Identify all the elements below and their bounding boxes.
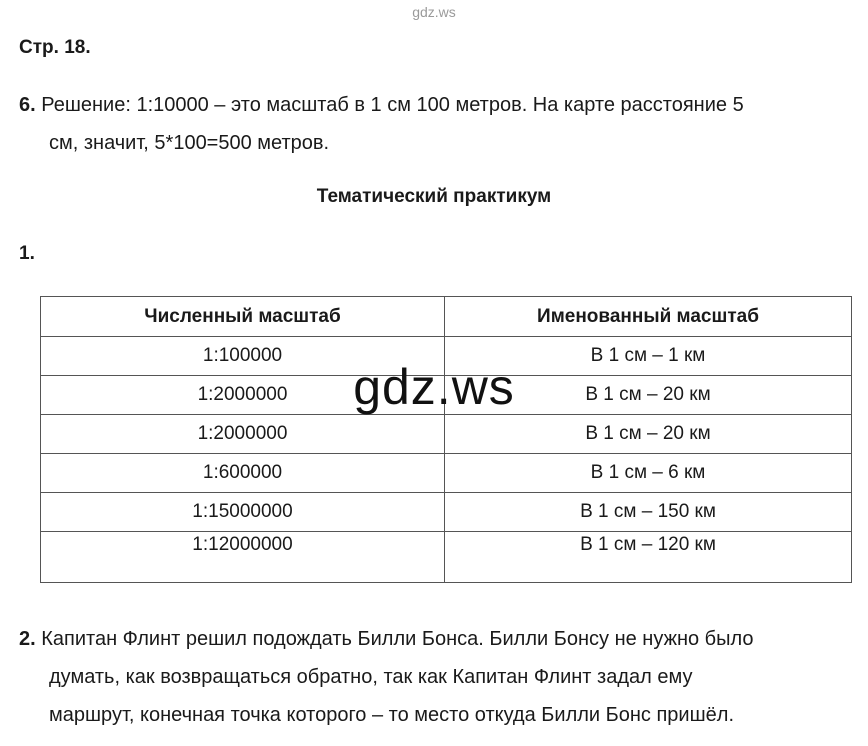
named-scale-cell: В 1 см – 20 км bbox=[445, 376, 852, 415]
task-2-number: 2. bbox=[19, 628, 36, 650]
table-row bbox=[41, 454, 852, 493]
named-scale-cell: В 1 см – 1 км bbox=[445, 337, 852, 376]
numeric-scale-cell: 1:12000000 bbox=[41, 532, 445, 583]
task-6-line-2: см, значит, 5*100=500 метров. bbox=[49, 132, 330, 154]
header-numeric-scale: Численный масштаб bbox=[41, 297, 445, 337]
page-number: Стр. 18. bbox=[19, 37, 91, 58]
watermark-top: gdz.ws bbox=[412, 4, 456, 20]
scale-table bbox=[40, 296, 852, 583]
named-scale-cell: В 1 см – 150 км bbox=[445, 493, 852, 532]
task-2-line-1: Капитан Флинт решил подождать Билли Бонса. Билли Бонсу не нужно было bbox=[41, 628, 754, 650]
section-title: Тематический практикум bbox=[316, 186, 552, 207]
task-6 bbox=[19, 86, 849, 162]
numeric-scale-cell: 1:2000000 bbox=[41, 415, 445, 454]
task-1-number: 1. bbox=[19, 243, 35, 264]
task-6-line-1: Решение: 1:10000 – это масштаб в 1 см 100 метров. На карте расстояние 5 bbox=[41, 94, 744, 116]
table-row bbox=[41, 532, 852, 583]
named-scale-cell: В 1 см – 20 км bbox=[445, 415, 852, 454]
task-2-line-3: маршрут, конечная точка которого – то место откуда Билли Бонс пришёл. bbox=[49, 704, 734, 726]
task-2-line-2: думать, как возвращаться обратно, так как Капитан Флинт задал ему bbox=[49, 666, 693, 688]
task-2 bbox=[19, 620, 849, 734]
numeric-scale-cell: 1:600000 bbox=[41, 454, 445, 493]
table-header-row bbox=[41, 297, 852, 337]
numeric-scale-cell: 1:2000000 bbox=[41, 376, 445, 415]
numeric-scale-cell: 1:15000000 bbox=[41, 493, 445, 532]
named-scale-cell: В 1 см – 120 км bbox=[445, 532, 852, 583]
numeric-scale-cell: 1:100000 bbox=[41, 337, 445, 376]
watermark-center: gdz.ws bbox=[353, 359, 515, 415]
table-row bbox=[41, 493, 852, 532]
header-named-scale: Именованный масштаб bbox=[445, 297, 852, 337]
named-scale-cell: В 1 см – 6 км bbox=[445, 454, 852, 493]
task-6-number: 6. bbox=[19, 94, 36, 116]
table-row bbox=[41, 415, 852, 454]
